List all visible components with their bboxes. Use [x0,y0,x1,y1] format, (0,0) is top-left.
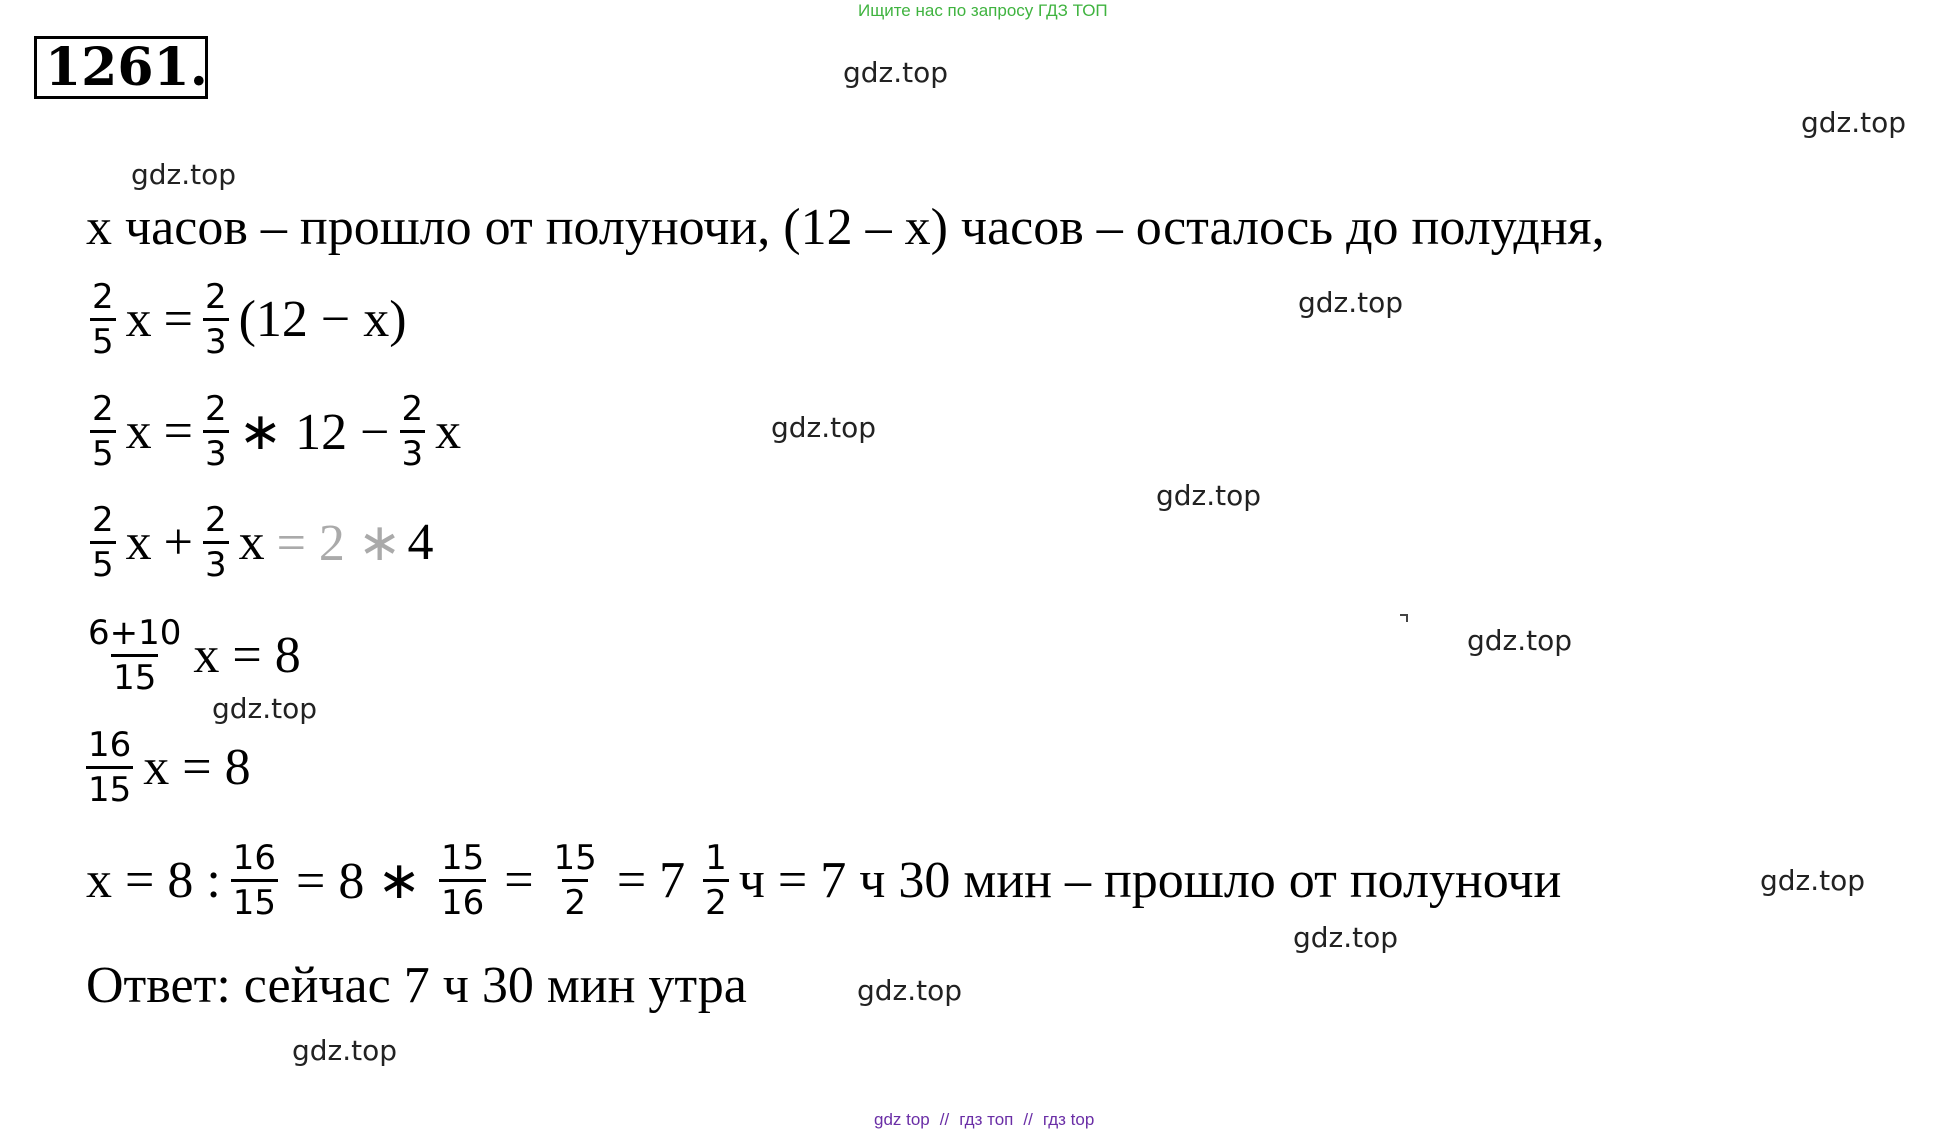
watermark: gdz.top [1801,106,1907,139]
fraction: $\frac{2}{3}$ [204,500,227,585]
watermark: gdz.top [1156,479,1262,512]
problem-number: 1261. [45,37,208,98]
equation-5: $\frac{16}{15}$ x = 8 [88,725,251,810]
watermark: gdz.top [1298,286,1404,319]
top-search-link[interactable]: Ищите нас по запросу ГДЗ ТОП [858,1,1108,20]
watermark: gdz.top [131,158,237,191]
fraction: $\frac{2}{5}$ [92,389,114,474]
equation-3: $\frac{2}{5}$ x + $\frac{2}{3}$ x = 2 ∗ 4 [92,500,434,585]
equation-2: $\frac{2}{5}$ x = $\frac{2}{3}$ ∗ 12 − $\frac{2}{3}$ x [92,389,462,474]
fraction: $\frac{2}{5}$ [92,277,114,362]
fraction: $\frac{2}{5}$ [92,500,114,585]
equation-4: $\frac{6+10}{15}$ x = 8 [88,613,301,698]
footer-link[interactable]: гдз top [1042,1110,1095,1129]
answer-line: Ответ: сейчас 7 ч 30 мин утра [86,957,747,1014]
footer-links [874,1110,1094,1130]
fraction: $\frac{1}{2}$ [705,838,727,923]
fraction: $\frac{16}{15}$ [88,725,132,810]
fraction: $\frac{16}{15}$ [232,838,277,923]
watermark: gdz.top [1467,624,1573,657]
watermark: gdz.top [1760,864,1866,897]
footer-separator: // [939,1110,950,1129]
watermark: gdz.top [857,974,963,1007]
solution-intro: x часов – прошло от полуночи, (12 – x) часов – осталось до полудня, [86,199,1605,256]
equation-6: x = 8 : $\frac{16}{15}$ = 8 ∗ $\frac{15}{16}$ = $\frac{15}{2}$ = 7 $\frac{1}{2}$ ч = 7 ч 30 мин – прошло от полуночи [86,838,1562,923]
problem-number-box [34,36,208,99]
fraction: $\frac{2}{3}$ [204,277,227,362]
fraction: $\frac{2}{3}$ [401,389,424,474]
footer-separator: // [1023,1110,1033,1129]
fraction: $\frac{2}{3}$ [204,389,227,474]
fraction: $\frac{6+10}{15}$ [88,613,182,698]
watermark: gdz.top [771,411,877,444]
watermark: gdz.top [292,1034,398,1067]
watermark: gdz.top [1293,921,1399,954]
equation-1: $\frac{2}{5}$ x = $\frac{2}{3}$ (12 − x) [92,277,407,362]
fraction: $\frac{15}{2}$ [553,838,597,923]
watermark: gdz.top [212,692,318,725]
fraction: $\frac{15}{16}$ [440,838,485,923]
footer-link[interactable]: гдз топ [959,1110,1014,1129]
footer-link[interactable]: gdz top [874,1110,930,1129]
stray-mark [1400,614,1408,622]
watermark: gdz.top [843,56,949,89]
